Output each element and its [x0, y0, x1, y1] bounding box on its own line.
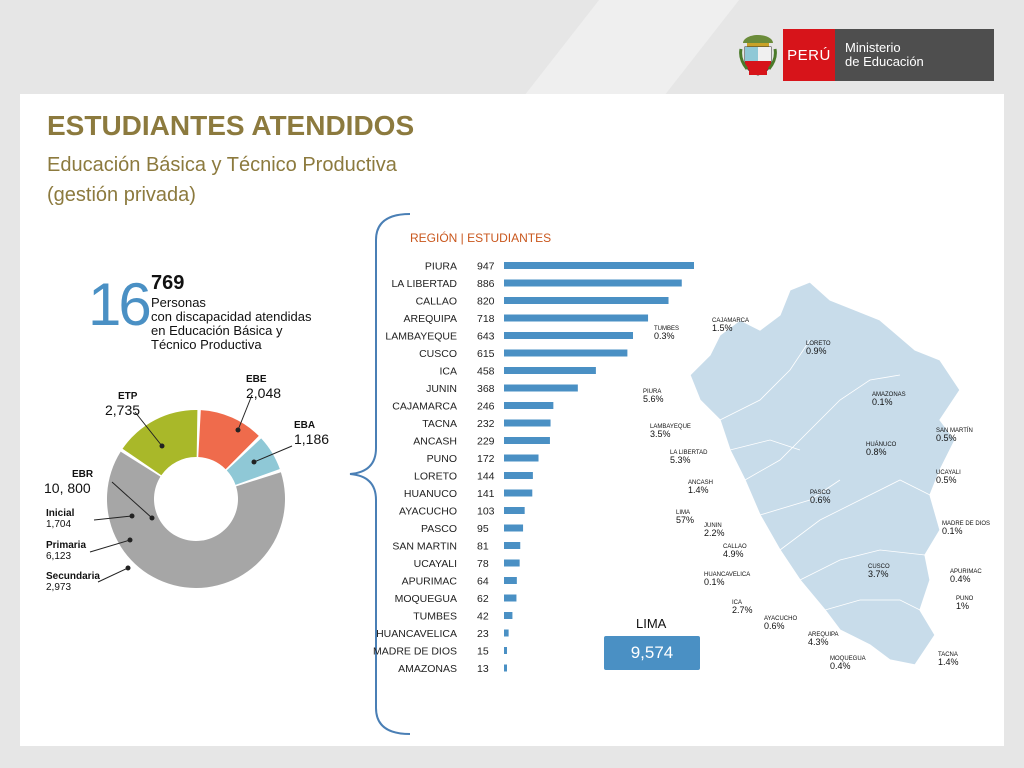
bar	[504, 490, 532, 497]
map-label	[643, 389, 664, 403]
map-label-region: APURIMAC	[950, 569, 982, 575]
ebr-inicial-name: Inicial	[46, 508, 75, 519]
map-label	[676, 510, 694, 524]
stat-small-number: 769	[151, 272, 185, 294]
bar-value-label: 15	[477, 645, 489, 658]
bar-chart-header: REGIÓN | ESTUDIANTES	[410, 231, 552, 245]
bar-value-label: 42	[477, 610, 489, 623]
ministerio-line2: de Educación	[845, 54, 924, 69]
map-label-region: LORETO	[806, 341, 831, 347]
ministerio-line1: Ministerio	[845, 40, 901, 55]
map-label-percent: 0.4%	[950, 574, 971, 584]
bar-value-label: 886	[477, 278, 495, 290]
bar	[504, 525, 523, 532]
bar-category-label: HUANCAVELICA	[376, 628, 457, 640]
map-label	[872, 392, 906, 406]
bar-category-label: CAJAMARCA	[392, 400, 457, 413]
eba-value: 1,186	[294, 431, 330, 447]
map-label-percent: 4.9%	[723, 549, 744, 559]
bar-value-label: 820	[477, 295, 495, 308]
bar	[504, 437, 550, 444]
ebe-key: EBE	[246, 374, 267, 385]
map-label-percent: 0.3%	[654, 331, 675, 341]
ebr-secundaria-name: Secundaria	[46, 571, 100, 582]
bar-value-label: 718	[477, 313, 495, 325]
bar	[504, 560, 520, 567]
peru-map-shape	[690, 282, 960, 665]
map-label	[810, 490, 831, 504]
map-label-region: JUNIN	[704, 523, 722, 529]
map-label-percent: 1%	[956, 601, 970, 611]
map-label	[942, 521, 990, 535]
bar	[504, 367, 596, 374]
peru-label: PERÚ	[783, 29, 835, 81]
map-label-percent: 1.5%	[712, 323, 733, 333]
bar-value-label: 232	[477, 418, 495, 430]
map-label-region: LAMBAYEQUE	[650, 424, 691, 430]
stat-text-line2: con discapacidad atendidas	[151, 309, 312, 324]
stat-big-number: 16	[88, 271, 149, 338]
subtitle-line1: Educación Básica y Técnico Productiva	[47, 154, 397, 176]
bar	[504, 315, 648, 322]
map-label	[936, 470, 961, 484]
bar	[504, 577, 517, 584]
map-label	[712, 318, 749, 332]
map-label-percent: 1.4%	[688, 485, 709, 495]
map-label	[956, 596, 973, 610]
map-label-region: SAN MARTÍN	[936, 428, 973, 434]
bar-value-label: 141	[477, 488, 495, 500]
map-label-region: TUMBES	[654, 326, 680, 332]
map-label	[704, 572, 750, 586]
ebr-inicial-value: 1,704	[46, 519, 72, 530]
lima-label: LIMA	[636, 616, 667, 631]
bar-value-label: 13	[477, 663, 489, 675]
bar-value-label: 62	[477, 593, 489, 605]
bar-category-label: CALLAO	[415, 295, 457, 308]
bar-value-label: 246	[477, 400, 495, 413]
etp-value: 2,735	[105, 402, 141, 418]
map-label-percent: 3.5%	[650, 429, 671, 439]
eba-key: EBA	[294, 420, 316, 431]
bar-category-label: AMAZONAS	[398, 663, 457, 675]
map-label-region: PUNO	[956, 596, 974, 602]
map-label-percent: 5.3%	[670, 455, 691, 465]
bar-value-label: 643	[477, 330, 495, 343]
map-label-percent: 0.5%	[936, 475, 957, 485]
bar-value-label: 23	[477, 628, 489, 640]
bar	[504, 665, 507, 672]
bar	[504, 350, 627, 357]
bar	[504, 647, 507, 654]
map-label-region: ANCASH	[688, 480, 714, 486]
bar-category-label: TUMBES	[413, 610, 457, 623]
map-label-region: MOQUEGUA	[830, 656, 866, 662]
map-label-region: AYACUCHO	[764, 616, 798, 622]
map-label-percent: 0.8%	[866, 447, 887, 457]
bar-category-label: ICA	[439, 365, 457, 378]
map-label-region: CUSCO	[868, 564, 890, 570]
bar	[504, 385, 578, 392]
bar-category-label: LA LIBERTAD	[391, 278, 457, 290]
map-label-percent: 0.1%	[872, 397, 893, 407]
map-label-percent: 0.9%	[806, 346, 827, 356]
bar-category-label: AREQUIPA	[403, 313, 457, 325]
bar-value-label: 172	[477, 453, 495, 465]
map-label	[806, 341, 831, 355]
bar-value-label: 95	[477, 523, 489, 535]
ebe-value: 2,048	[246, 385, 282, 401]
stat-text-line3: en Educación Básica y	[151, 323, 283, 338]
lima-value-box: 9,574	[604, 636, 700, 670]
map-label-percent: 0.4%	[830, 661, 851, 671]
bar-value-label: 64	[477, 575, 489, 588]
bar	[504, 262, 694, 269]
map-label-region: LIMA	[676, 510, 691, 516]
bar-category-label: JUNIN	[426, 383, 457, 395]
map-label-percent: 3.7%	[868, 569, 889, 579]
map-label-percent: 0.1%	[704, 577, 725, 587]
map-label-region: CAJAMARCA	[712, 318, 750, 324]
map-label-percent: 1.4%	[938, 657, 959, 667]
map-label	[808, 632, 839, 646]
map-label-region: AREQUIPA	[808, 632, 839, 638]
map-label-percent: 4.3%	[808, 637, 829, 647]
bar-value-label: 78	[477, 558, 489, 570]
map-label-percent: 5.6%	[643, 394, 664, 404]
bar	[504, 542, 520, 549]
bar-value-label: 81	[477, 540, 489, 553]
bar	[504, 612, 512, 619]
map-label	[670, 450, 707, 464]
map-label	[936, 428, 973, 442]
map-label	[830, 656, 866, 670]
bar-value-label: 458	[477, 365, 495, 378]
bar-value-label: 368	[477, 383, 495, 395]
bar-category-label: PUNO	[426, 453, 457, 465]
map-label-percent: 0.6%	[810, 495, 831, 505]
bar-value-label: 144	[477, 470, 495, 483]
bar-category-label: TACNA	[422, 418, 457, 430]
map-label-region: AMAZONAS	[872, 392, 906, 398]
bar-category-label: LAMBAYEQUE	[385, 330, 457, 343]
subtitle-line2: (gestión privada)	[47, 184, 196, 206]
ebr-primaria-value: 6,123	[46, 551, 72, 562]
ebr-value: 10, 800	[44, 480, 91, 496]
map-label-percent: 0.1%	[942, 526, 963, 536]
bar	[504, 402, 553, 409]
map-label-percent: 2.2%	[704, 528, 725, 538]
bar-category-label: LORETO	[414, 470, 457, 483]
bar-category-label: APURIMAC	[401, 575, 457, 588]
bar-category-label: CUSCO	[419, 348, 457, 360]
bar	[504, 507, 525, 514]
bar-category-label: MOQUEGUA	[394, 593, 457, 605]
map-label-region: PASCO	[810, 490, 831, 496]
ebr-secundaria-value: 2,973	[46, 582, 72, 593]
bar	[504, 455, 539, 462]
map-label	[950, 569, 982, 583]
bar-category-label: MADRE DE DIOS	[372, 645, 457, 658]
map-label-region: HUANCAVELICA	[704, 572, 751, 578]
map-label-region: MADRE DE DIOS	[942, 521, 991, 527]
bar-value-label: 229	[477, 435, 495, 448]
map-label-region: HUÁNUCO	[866, 442, 897, 448]
map-label	[723, 544, 747, 558]
bar	[504, 420, 551, 427]
map-label	[866, 442, 896, 456]
bar-category-label: PASCO	[421, 523, 457, 535]
map-label	[704, 523, 725, 537]
bar-category-label: PIURA	[424, 260, 457, 273]
etp-key: ETP	[118, 391, 138, 402]
bar-value-label: 615	[477, 348, 495, 360]
ebr-key: EBR	[72, 469, 94, 480]
bar	[504, 472, 533, 479]
map-label	[764, 616, 797, 630]
map-label-region: ICA	[732, 600, 743, 606]
stat-text-line4: Técnico Productiva	[151, 337, 262, 352]
bar-category-label: ANCASH	[413, 435, 457, 448]
map-label-region: UCAYALI	[936, 470, 961, 476]
map-label	[654, 326, 679, 340]
bar-category-label: UCAYALI	[413, 558, 457, 570]
map-label-region: TACNA	[938, 652, 958, 658]
map-label-region: PIURA	[643, 389, 662, 395]
bar-category-label: HUANUCO	[403, 488, 457, 500]
ebr-primaria-name: Primaria	[46, 540, 87, 551]
map-label-percent: 2.7%	[732, 605, 753, 615]
map-label-percent: 0.5%	[936, 433, 957, 443]
bar-category-label: SAN MARTIN	[392, 540, 457, 553]
bar	[504, 332, 633, 339]
bar	[504, 595, 516, 602]
map-label-percent: 57%	[676, 515, 695, 525]
map-label	[732, 600, 753, 614]
page-title: ESTUDIANTES ATENDIDOS	[47, 110, 415, 141]
bar-value-label: 103	[477, 505, 495, 518]
map-label	[688, 480, 713, 494]
map-label-region: LA LIBERTAD	[670, 450, 708, 456]
map-label-region: CALLAO	[723, 544, 747, 550]
bar-value-label: 947	[477, 260, 495, 273]
bar-category-label: AYACUCHO	[399, 505, 457, 518]
map-label	[938, 652, 959, 666]
map-label	[868, 564, 890, 578]
stat-text-line1: Personas	[151, 295, 206, 310]
map-label-percent: 0.6%	[764, 621, 785, 631]
map-label	[650, 424, 691, 438]
bar	[504, 630, 509, 637]
